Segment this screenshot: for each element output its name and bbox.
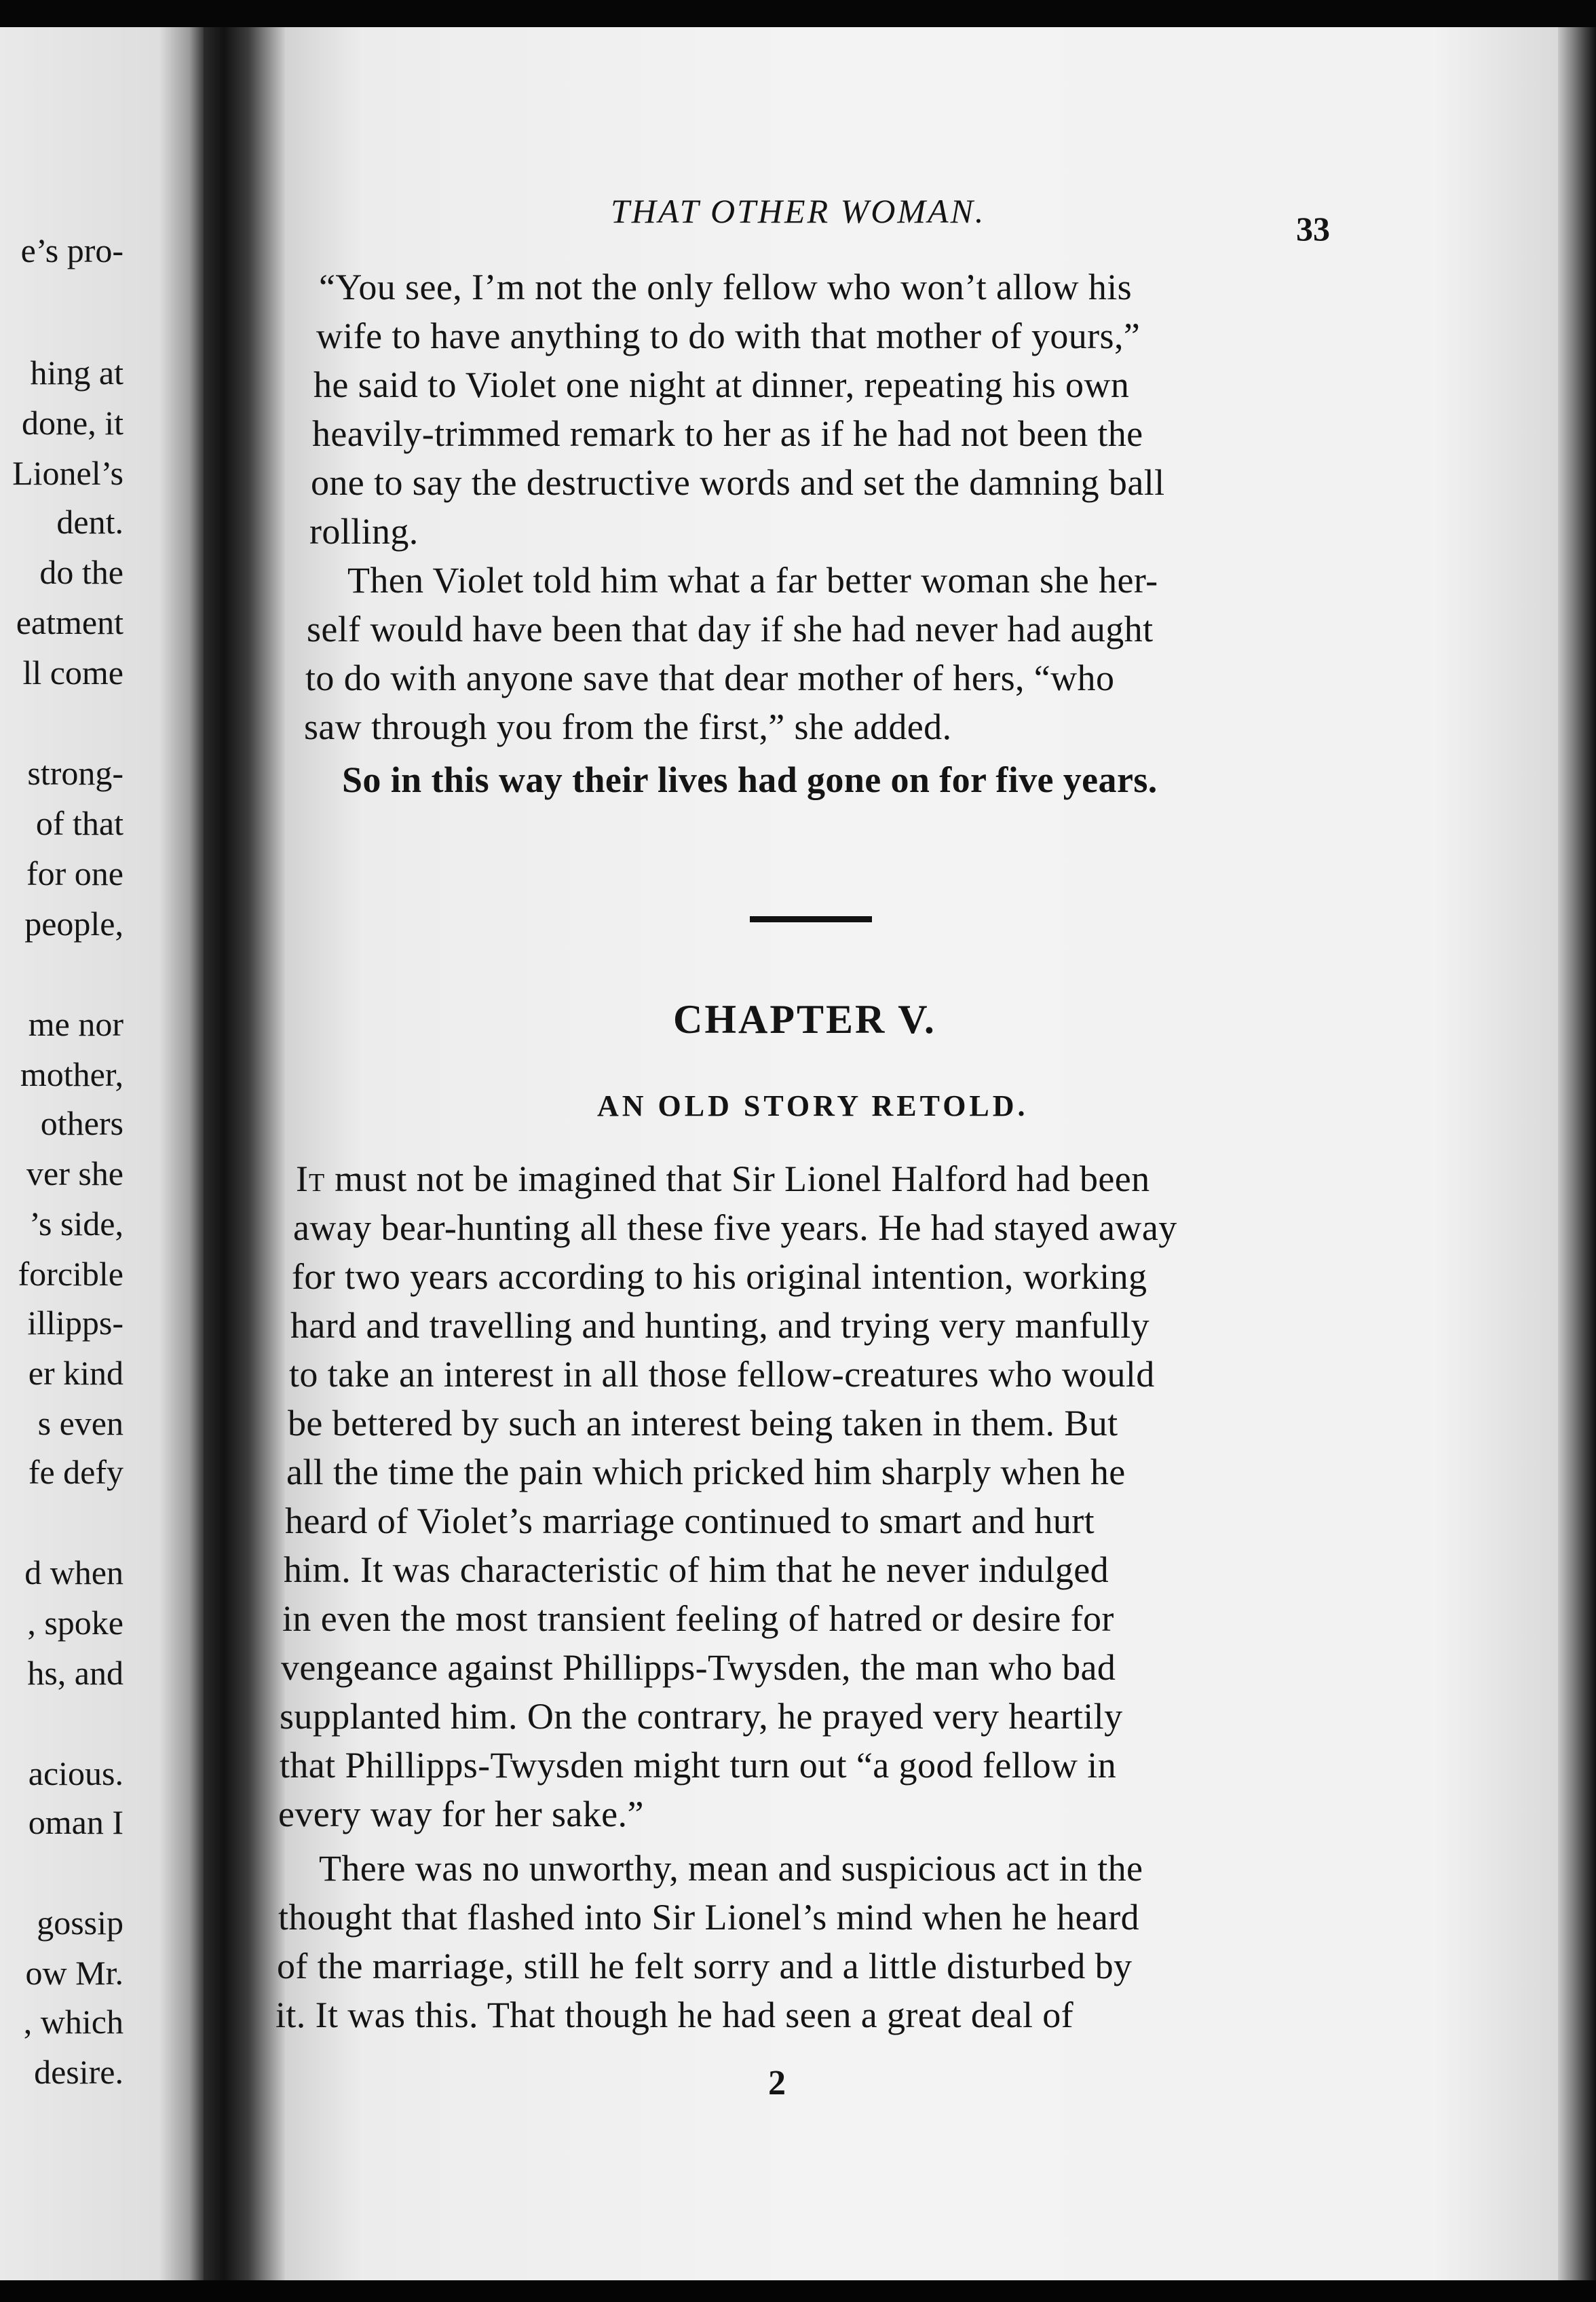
left-page-line: for one (26, 854, 124, 892)
body-text-line: he said to Violet one night at dinner, repeating his own (314, 364, 1130, 405)
body-text-line: to take an interest in all those fellow-creatures who would (289, 1354, 1155, 1395)
left-page-line: desire. (34, 2053, 124, 2091)
page-number: 33 (1296, 210, 1330, 248)
left-page-line: er kind (28, 1354, 124, 1392)
left-page-line: hs, and (27, 1654, 124, 1692)
left-page-line: illipps- (27, 1304, 124, 1342)
left-page-line: others (40, 1104, 124, 1142)
body-text-line: There was no unworthy, mean and suspicious act in the (319, 1848, 1143, 1889)
body-text-line: that Phillipps-Twysden might turn out “a good fellow in (280, 1745, 1117, 1786)
chapter-subtitle: AN OLD STORY RETOLD. (597, 1089, 1029, 1122)
left-page-line: me nor (28, 1005, 124, 1043)
left-page-line: ow Mr. (25, 1954, 124, 1992)
left-page-line: oman I (28, 1803, 124, 1841)
left-page-line: people, (24, 905, 124, 943)
body-text-line: hard and travelling and hunting, and trying very manfully (290, 1305, 1150, 1346)
body-text-line: it. It was this. That though he had seen a great deal of (276, 1995, 1074, 2035)
left-page-line: ’s side, (29, 1205, 124, 1243)
body-text-line: him. It was characteristic of him that he never indulged (284, 1549, 1109, 1590)
body-text-line: heavily-trimmed remark to her as if he had not been the (312, 413, 1143, 454)
body-text-line: one to say the destructive words and set the damning ball (311, 462, 1165, 503)
left-page-line: s even (37, 1404, 124, 1442)
chapter-opening-smallcaps: It (296, 1158, 326, 1199)
body-text-line: So in this way their lives had gone on for five years. (342, 759, 1158, 800)
body-text-line: be bettered by such an interest being taken in them. But (288, 1403, 1118, 1444)
left-page-line: do the (39, 553, 124, 591)
left-page-line: , which (23, 2003, 124, 2041)
left-page-line: done, it (22, 404, 124, 442)
left-page-line: d when (24, 1553, 124, 1591)
body-text-line (296, 1158, 1150, 1200)
body-text-line: thought that flashed into Sir Lionel’s mind when he heard (278, 1897, 1140, 1938)
left-page-line: eatment (16, 603, 124, 641)
book-gutter-shadow (204, 27, 285, 2280)
body-text-line: away bear-hunting all these five years. He had stayed away (293, 1207, 1177, 1248)
left-page-line: dent. (56, 503, 124, 541)
left-page-line: ver she (26, 1154, 124, 1192)
left-page-line: hing at (30, 354, 124, 392)
left-page-line: gossip (37, 1904, 124, 1942)
left-page-line: acious. (28, 1754, 124, 1792)
body-text-line: vengeance against Phillipps-Twysden, the man who bad (281, 1647, 1116, 1688)
body-text-line: heard of Violet’s marriage continued to smart and hurt (285, 1501, 1095, 1541)
body-text-line: all the time the pain which pricked him sharply when he (286, 1452, 1126, 1492)
left-page-line: ll come (22, 654, 124, 692)
body-text-line: self would have been that day if she had never had aught (307, 609, 1154, 649)
signature-mark: 2 (768, 2064, 786, 2102)
body-text-line: of the marriage, still he felt sorry and a little disturbed by (277, 1946, 1133, 1986)
chapter-opening-rest: must not be imagined that Sir Lionel Halford had been (325, 1158, 1150, 1199)
body-text-line: supplanted him. On the contrary, he prayed very heartily (280, 1696, 1123, 1737)
page-edge-shadow (1558, 27, 1596, 2280)
body-text-line: saw through you from the first,” she added. (304, 706, 952, 747)
left-page-line: forcible (18, 1255, 124, 1293)
left-facing-page (0, 27, 204, 2280)
left-page-line: Lionel’s (12, 454, 124, 492)
body-text-line: to do with anyone save that dear mother of hers, “who (305, 658, 1115, 698)
left-page-line: fe defy (28, 1453, 124, 1491)
running-header-title: THAT OTHER WOMAN. (611, 192, 986, 230)
left-page-line: of that (35, 804, 124, 842)
body-text-line: wife to have anything to do with that mother of yours,” (316, 316, 1141, 356)
chapter-title: CHAPTER V. (673, 997, 936, 1042)
body-text-line: for two years according to his original intention, working (292, 1256, 1147, 1297)
section-divider-rule (750, 916, 872, 922)
body-text-line: every way for her sake.” (278, 1794, 644, 1834)
body-text-line: Then Violet told him what a far better woman she her- (347, 560, 1158, 601)
left-page-line: e’s pro- (20, 231, 124, 269)
body-text-line: rolling. (309, 511, 419, 552)
body-text-line: “You see, I’m not the only fellow who won’t allow his (319, 267, 1133, 307)
left-page-line: , spoke (27, 1604, 124, 1642)
body-text-line: in even the most transient feeling of hatred or desire for (282, 1598, 1114, 1639)
left-page-line: strong- (27, 754, 124, 792)
left-page-line: mother, (20, 1055, 124, 1093)
